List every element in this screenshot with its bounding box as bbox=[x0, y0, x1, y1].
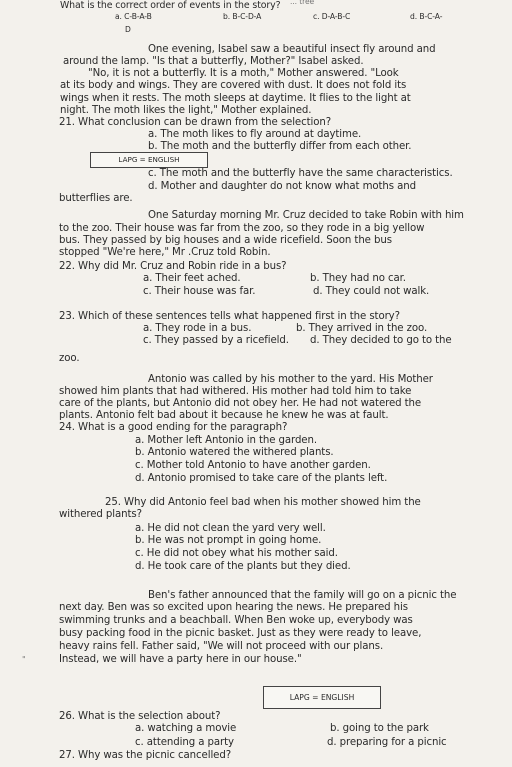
q23-option-a: a. They rode in a bus. bbox=[143, 323, 252, 334]
option-d: d. B-C-A- bbox=[410, 12, 443, 21]
question-22: 22. Why did Mr. Cruz and Robin ride in a bus? bbox=[59, 261, 287, 272]
option-b: b. B-C-D-A bbox=[223, 12, 262, 21]
q21-option-d: d. Mother and daughter do not know what moths and bbox=[148, 181, 416, 192]
question-25: 25. Why did Antonio feel bad when his mother showed him the bbox=[105, 497, 421, 508]
subject-stamp: LAPG = ENGLISH bbox=[90, 152, 208, 168]
passage1-line: around the lamp. "Is that a butterfly, Mother?" Isabel asked. bbox=[63, 56, 364, 67]
q21-option-b: b. The moth and the butterfly differ from each other. bbox=[148, 141, 412, 152]
q25-option-a: a. He did not clean the yard very well. bbox=[135, 523, 326, 534]
q26-option-c: c. attending a party bbox=[135, 737, 234, 748]
option-a-continued: D bbox=[125, 25, 131, 34]
passage4-line: busy packing food in the picnic basket. Just as they were ready to leave, bbox=[59, 628, 422, 639]
q23-option-b: b. They arrived in the zoo. bbox=[296, 323, 428, 334]
passage3-line: showed him plants that had withered. His mother had told him to take bbox=[59, 386, 412, 397]
option-a: a. C-B-A-B bbox=[115, 12, 152, 21]
question-24: 24. What is a good ending for the paragraph? bbox=[59, 422, 288, 433]
q23-option-d: d. They decided to go to the bbox=[310, 335, 452, 346]
q22-option-b: b. They had no car. bbox=[310, 273, 406, 284]
q23-option-d-continued: zoo. bbox=[59, 353, 80, 364]
passage4-line: swimming trunks and a beachball. When Ben woke up, everybody was bbox=[59, 615, 413, 626]
question-26: 26. What is the selection about? bbox=[59, 711, 221, 722]
q22-option-a: a. Their feet ached. bbox=[143, 273, 241, 284]
margin-mark: " bbox=[22, 655, 26, 664]
question-27: 27. Why was the picnic cancelled? bbox=[59, 750, 232, 761]
subject-stamp: LAPG = ENGLISH bbox=[263, 686, 381, 709]
question-25-continued: withered plants? bbox=[59, 509, 142, 520]
passage2-line: to the zoo. Their house was far from the zoo, so they rode in a big yellow bbox=[59, 223, 425, 234]
option-c: c. D-A-B-C bbox=[313, 12, 351, 21]
passage4-line: Instead, we will have a party here in our house." bbox=[59, 654, 302, 665]
q23-option-c: c. They passed by a ricefield. bbox=[143, 335, 289, 346]
passage2-line: bus. They passed by big houses and a wide ricefield. Soon the bus bbox=[59, 235, 392, 246]
passage1-line: at its body and wings. They are covered with dust. It does not fold its bbox=[60, 80, 407, 91]
header-fragment: ... tree bbox=[290, 0, 315, 6]
passage3-line: Antonio was called by his mother to the yard. His Mother bbox=[148, 374, 433, 385]
q22-option-d: d. They could not walk. bbox=[313, 286, 430, 297]
question-21: 21. What conclusion can be drawn from the selection? bbox=[59, 117, 332, 128]
question-header: What is the correct order of events in the story? bbox=[60, 0, 281, 11]
passage2-line: stopped "We're here," Mr .Cruz told Robin. bbox=[59, 247, 271, 258]
passage1-line: "No, it is not a butterfly. It is a moth," Mother answered. "Look bbox=[88, 68, 399, 79]
passage1-line: wings when it rests. The moth sleeps at daytime. It flies to the light at bbox=[60, 93, 411, 104]
q25-option-c: c. He did not obey what his mother said. bbox=[135, 548, 338, 559]
passage1-line: One evening, Isabel saw a beautiful insect fly around and bbox=[148, 44, 436, 55]
q26-option-b: b. going to the park bbox=[330, 723, 429, 734]
passage4-line: next day. Ben was so excited upon hearing the news. He prepared his bbox=[59, 602, 408, 613]
q26-option-a: a. watching a movie bbox=[135, 723, 237, 734]
passage3-line: care of the plants, but Antonio did not obey her. He had not watered the bbox=[59, 398, 422, 409]
q21-option-c: c. The moth and the butterfly have the same characteristics. bbox=[148, 168, 453, 179]
q21-option-d-continued: butterflies are. bbox=[59, 193, 133, 204]
passage4-line: Ben's father announced that the family will go on a picnic the bbox=[148, 590, 457, 601]
passage1-line: night. The moth likes the light," Mother explained. bbox=[60, 105, 312, 116]
q24-option-c: c. Mother told Antonio to have another garden. bbox=[135, 460, 371, 471]
q26-option-d: d. preparing for a picnic bbox=[327, 737, 447, 748]
q24-option-a: a. Mother left Antonio in the garden. bbox=[135, 435, 317, 446]
q24-option-d: d. Antonio promised to take care of the plants left. bbox=[135, 473, 388, 484]
passage4-line: heavy rains fell. Father said, "We will not proceed with our plans. bbox=[59, 641, 384, 652]
q24-option-b: b. Antonio watered the withered plants. bbox=[135, 447, 334, 458]
passage2-line: One Saturday morning Mr. Cruz decided to take Robin with him bbox=[148, 210, 464, 221]
passage3-line: plants. Antonio felt bad about it because he knew he was at fault. bbox=[59, 410, 389, 421]
q25-option-b: b. He was not prompt in going home. bbox=[135, 535, 322, 546]
q25-option-d: d. He took care of the plants but they died. bbox=[135, 561, 351, 572]
q22-option-c: c. Their house was far. bbox=[143, 286, 256, 297]
q21-option-a: a. The moth likes to fly around at daytime. bbox=[148, 129, 362, 140]
question-23: 23. Which of these sentences tells what happened first in the story? bbox=[59, 311, 400, 322]
